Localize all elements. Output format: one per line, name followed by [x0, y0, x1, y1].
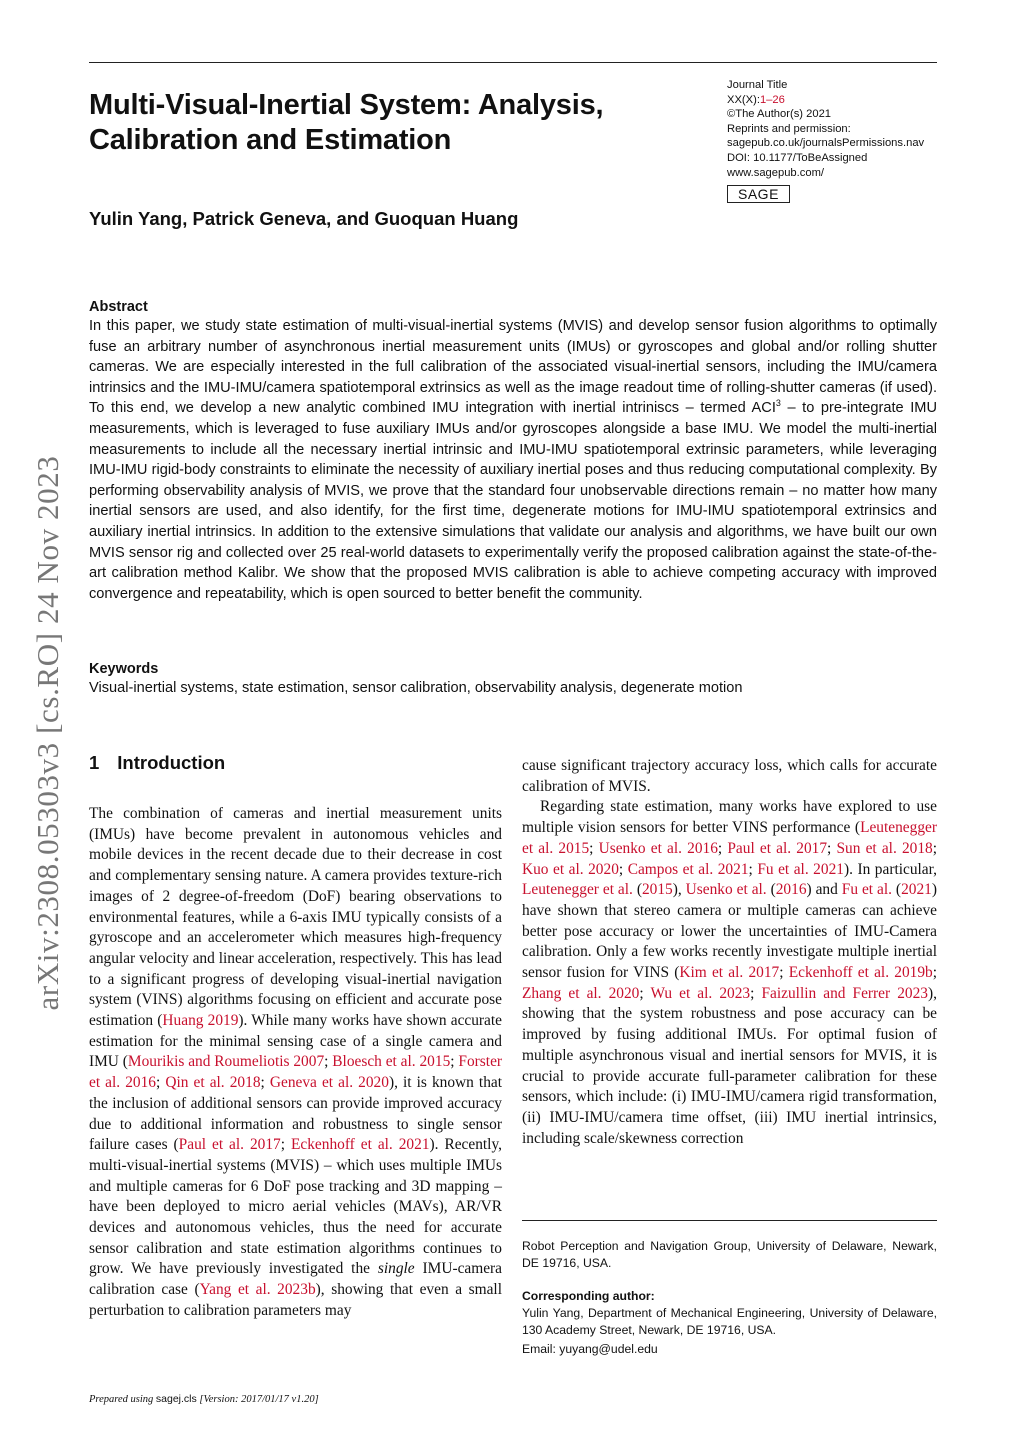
body-text: The combination of cameras and inertial measurement units (IMUs) have become prevalent in autonomous vehicles and mobile devices in the recent decade due to their decrease in cost and complementary sensing nature. A camera provides texture-rich images of 2 degree-of-freedom (DoF) bearing observations to environmental features, while a 6-axis IMU typically consists of a gyroscope and an accelerometer which measures high-frequency angular velocity and linear acceleration, respectively. This has lead to a significant progress of developing visual-inertial navigation system (VINS) algorithms focusing on efficient and accurate pose estimation ( [89, 805, 502, 1030]
copyright: ©The Author(s) 2021 [727, 108, 832, 121]
body-text: ; [324, 1053, 333, 1071]
body-text: ; [618, 860, 628, 878]
citation-link[interactable]: Leutenegger et al. [522, 881, 633, 899]
body-text: IMU-camera calibration case ( [89, 1260, 503, 1299]
top-rule [89, 62, 937, 63]
body-text: ), it is known that the inclusion of additional sensors can provide improved accuracy due to additional information and robustness to single sensor failure cases ( [89, 1074, 503, 1154]
footer-cls: sagej.cls [155, 1393, 197, 1405]
body-text: ; [260, 1074, 270, 1092]
body-text: ; [748, 860, 758, 878]
abstract-text [89, 316, 937, 604]
body-text: ), showing that even a small perturbation to calibration parameters may [89, 1281, 502, 1319]
footer-version: [Version: 2017/01/17 v1.20] [196, 1394, 319, 1405]
body-text: ). Recently, multi-visual-inertial systems (MVIS) – which uses multiple IMUs and multiple cameras for 6 DoF pose tracking and 3D mapping – have been deployed to micro aerial vehicles (MAVs), AR/VR devices and autonomous vehicles, thus the need for accurate sensor calibration and state estimation algorithms continues to grow. We have previously investigated the [89, 1136, 502, 1278]
volume-prefix: XX(X): [727, 93, 760, 106]
footer [89, 1393, 319, 1405]
citation-link[interactable]: Huang 2019 [162, 1012, 239, 1030]
body-text: ; [779, 964, 789, 982]
citation-link[interactable]: Sun et al. 2018 [836, 839, 933, 857]
citation-link[interactable]: Campos et al. 2021 [627, 860, 749, 878]
body-text: ; [827, 839, 837, 857]
body-text: ; [750, 984, 762, 1002]
citation-link[interactable]: Geneva et al. 2020 [269, 1074, 389, 1092]
citation-link[interactable]: Paul et al. 2017 [178, 1136, 281, 1154]
permissions-url: sagepub.co.uk/journalsPermissions.nav [727, 137, 925, 150]
section-heading [89, 752, 225, 774]
body-text: ), [672, 881, 686, 899]
citation-link[interactable]: Usenko et al. [685, 881, 767, 899]
citation-link[interactable]: 2016 [775, 881, 807, 899]
journal-info [727, 78, 967, 204]
body-text: ). In particular, [843, 860, 937, 878]
keywords-section [89, 660, 937, 698]
emphasis-text: single [377, 1260, 415, 1278]
citation-link[interactable]: Zhang et al. 2020 [522, 984, 640, 1002]
citation-link[interactable]: Usenko et al. 2016 [598, 839, 718, 857]
arxiv-stamp: arXiv:2308.05303v3 [cs.RO] 24 Nov 2023 [30, 455, 65, 1011]
citation-link[interactable]: Fu et al. [841, 881, 892, 899]
body-text: ). While many works have shown accurate estimation for the minimal sensing case of a single camera and IMU ( [89, 1012, 502, 1071]
citation-link[interactable]: 2015 [641, 881, 673, 899]
paper-title [89, 88, 689, 158]
corresponding-label: Corresponding author: [522, 1289, 655, 1303]
intro-paragraph-2 [522, 797, 937, 1149]
body-text: ; [280, 1136, 291, 1154]
intro-paragraph-1-continued: cause significant trajectory accuracy loss, which calls for accurate calibration of MVIS. [522, 757, 937, 795]
sage-logo: SAGE [727, 185, 790, 203]
citation-link[interactable]: Eckenhoff et al. 2021 [290, 1136, 430, 1154]
abstract-label: Abstract [89, 299, 148, 315]
body-text: ( [766, 881, 776, 899]
citation-link[interactable]: Kuo et al. 2020 [522, 860, 619, 878]
citation-link[interactable]: Qin et al. 2018 [165, 1074, 261, 1092]
abstract-part-1: In this paper, we study state estimation of multi-visual-inertial systems (MVIS) and develop sensor fusion algorithms to optimally fuse an arbitrary number of asynchronous inertial measurement units (IMUs) or gyroscopes and global and/or rolling shutter cameras. We are especially interested in the full calibration of the associated visual-inertial sensors, including the IMU/camera intrinsics and the IMU-IMU/camera spatiotemporal extrinsics as well as the image readout time of rolling-shutter cameras (if used). To this end, we develop a new analytic combined IMU integration with inertial intriniscs – termed ACI [89, 318, 937, 417]
abstract-part-2: – to pre-integrate IMU measurements, which is leveraged to fuse auxiliary IMUs and/or gyroscopes alongside a base IMU. We model the multi-inertial measurements to include all the necessary inertial intrinsic and IMU-IMU spatiotemporal extrinsic parameters, while leveraging IMU-IMU rigid-body constraints to eliminate the necessity of auxiliary inertial poses and thus reducing computational complexity. By performing observability analysis of MVIS, we prove that the standard four unobservable directions remain – no matter how many inertial sensors are used, and also identify, for the first time, degenerate motions for IMU-IMU spatiotemporal extrinsics and auxiliary inertial intrinsics. In addition to the extensive simulations that validate our analysis and algorithms, we have built our own MVIS sensor rig and collected over 25 real-world datasets to experimentally verify the proposed calibration against the state-of-the-art calibration method Kalibr. We show that the proposed MVIS calibration is able to achieve competing accuracy with improved convergence and repeatability, which is open sourced to better benefit the community. [89, 400, 937, 602]
body-text: ( [632, 881, 642, 899]
citation-link[interactable]: Yang et al. 2023b [199, 1281, 316, 1299]
citation-link[interactable]: Paul et al. 2017 [727, 839, 828, 857]
keywords-label: Keywords [89, 661, 159, 677]
footer-prepared: Prepared using [89, 1394, 156, 1405]
body-text: ) and [806, 881, 842, 899]
abstract-section [89, 298, 937, 604]
body-text: ; [589, 839, 599, 857]
body-text: ; [156, 1074, 166, 1092]
journal-name: Journal Title [727, 79, 788, 91]
keywords-text: Visual-inertial systems, state estimation, sensor calibration, observability analysis, degenerate motion [89, 680, 743, 696]
doi: DOI: 10.1177/ToBeAssigned [727, 151, 868, 164]
authors: Yulin Yang, Patrick Geneva, and Guoquan Huang [89, 208, 519, 229]
body-text: ; [717, 839, 728, 857]
corresponding-author [522, 1288, 937, 1339]
citation-link[interactable]: Forster et al. 2016 [89, 1053, 503, 1092]
citation-link[interactable]: 2021 [901, 881, 932, 899]
citation-link[interactable]: Wu et al. 2023 [650, 984, 751, 1002]
body-text: Regarding state estimation, many works have explored to use multiple vision sensors for better VINS performance ( [522, 798, 937, 837]
body-text: ; [932, 839, 938, 857]
email: Email: yuyang@udel.edu [522, 1342, 658, 1356]
citation-link[interactable]: Kim et al. 2017 [679, 964, 780, 982]
abstract-superscript: 3 [775, 398, 781, 409]
citation-link[interactable]: Bloesch et al. 2015 [332, 1053, 451, 1071]
reprints: Reprints and permission: [727, 122, 851, 135]
citation-link[interactable]: Faizullin and Ferrer 2023 [761, 984, 928, 1002]
section-title: Introduction [117, 752, 226, 773]
citation-link[interactable]: Fu et al. 2021 [757, 860, 844, 878]
body-text: ; [639, 984, 651, 1002]
corresponding-text: Yulin Yang, Department of Mechanical Engineering, University of Delaware, 130 Academy Street, Newark, DE 19716, USA. [522, 1306, 937, 1337]
intro-paragraph-1 [89, 804, 502, 1322]
citation-link[interactable]: Eckenhoff et al. 2019b [788, 964, 933, 982]
citation-link[interactable]: Leutenegger et al. 2015 [522, 819, 937, 857]
section-number: 1 [89, 752, 100, 773]
journal-volume [727, 93, 967, 108]
body-text: ), showing that the system robustness and pose accuracy can be improved by fusing additional IMUs. For optimal fusion of multiple asynchronous visual and inertial sensors for MVIS, it is crucial to provide accurate full-parameter calibration for these sensors, which include: (i) IMU-IMU/camera rigid transformation, (ii) IMU-IMU/camera time offset, (iii) IMU inertial intrinsics, including scale/skewness correction [522, 984, 937, 1147]
body-text: ; [450, 1053, 459, 1071]
right-column [522, 756, 937, 1149]
title-line-2: Calibration and Estimation [89, 124, 452, 156]
body-text: ; [932, 964, 938, 982]
pages-link[interactable]: 1–26 [759, 93, 785, 106]
affiliation: Robot Perception and Navigation Group, University of Delaware, Newark, DE 19716, USA. [522, 1239, 937, 1270]
title-line-1: Multi-Visual-Inertial System: Analysis, [89, 89, 604, 121]
body-text: ( [891, 881, 902, 899]
website: www.sagepub.com/ [727, 166, 825, 179]
footnote-rule [522, 1220, 937, 1221]
citation-link[interactable]: Mourikis and Roumeliotis 2007 [127, 1053, 325, 1071]
body-text: ) have shown that stereo camera or multiple cameras can achieve better pose accuracy or lower the uncertainties of IMU-Camera calibration. Only a few works recently investigate multiple inertial sensor fusion for VINS ( [522, 881, 937, 982]
left-column [89, 804, 502, 1322]
